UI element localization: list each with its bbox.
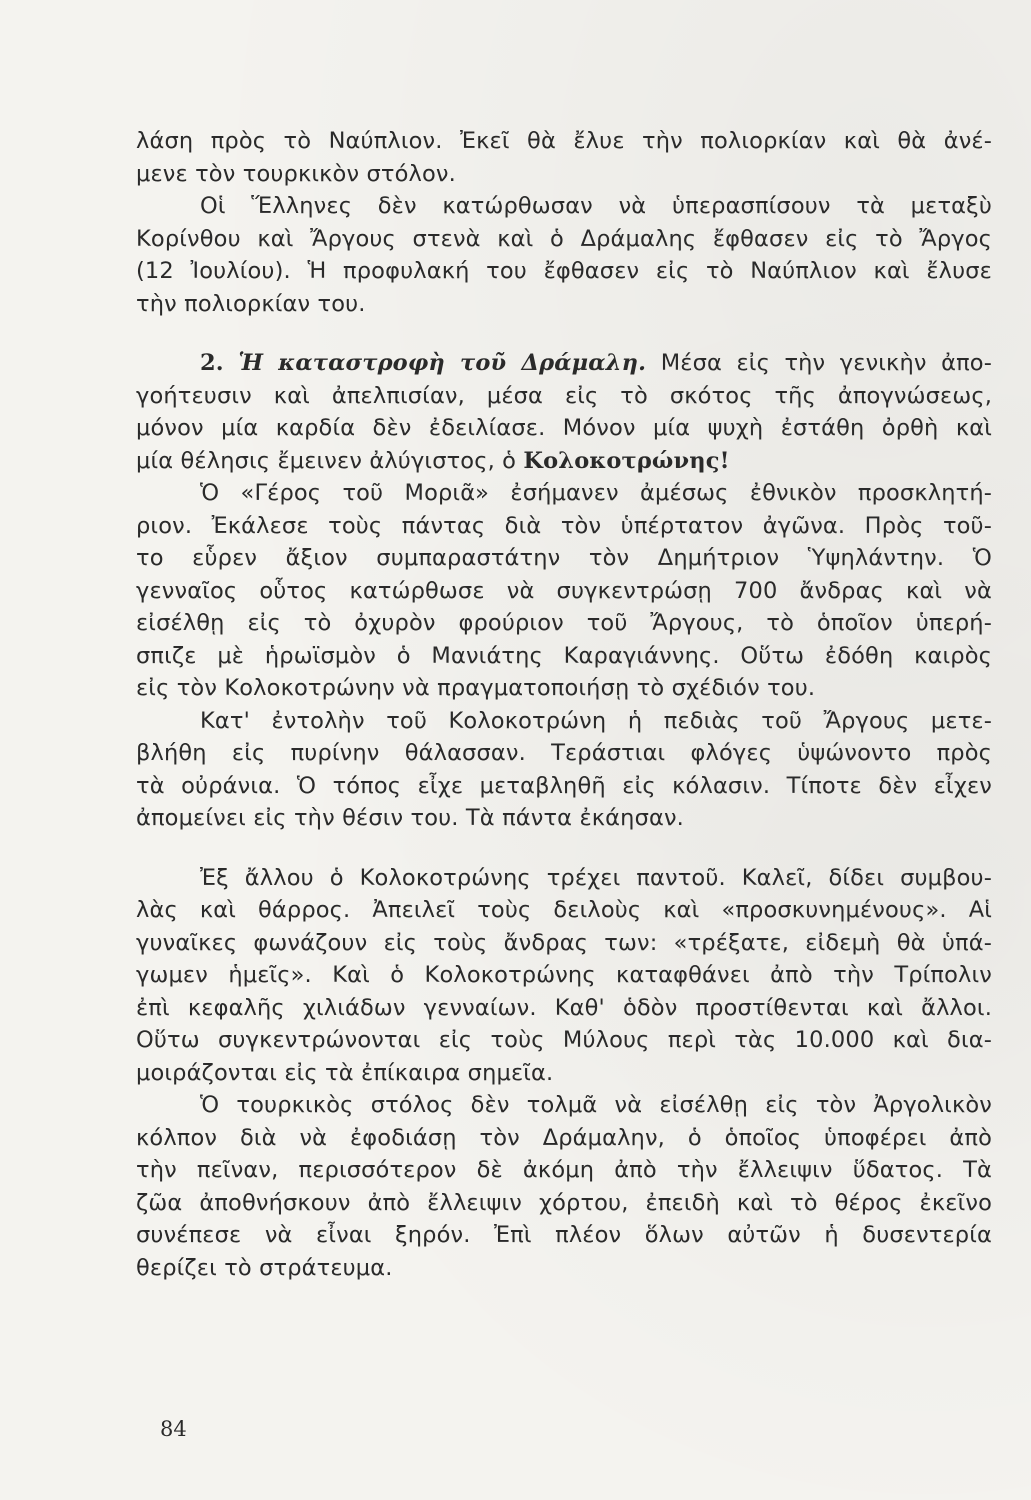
text-line: Κατ' ἐντολὴν τοῦ Κολοκοτρώνη ἡ πεδιὰς τοῦ Ἄργους μετε- bbox=[200, 707, 992, 734]
text-line: βλήθη εἰς πυρίνην θάλασσαν. Τεράστιαι φλόγες ὑψώνοντο πρὸς bbox=[136, 740, 992, 766]
section-gap bbox=[136, 320, 992, 347]
text-line: γυναῖκες φωνάζουν εἰς τοὺς ἄνδρας των: «τρέξατε, εἰδεμὴ θὰ ὑπά- bbox=[136, 929, 992, 956]
text-line: ἐπὶ κεφαλῆς χιλιάδων γενναίων. Καθ' ὁδὸν προστίθενται καὶ ἄλλοι. bbox=[136, 994, 992, 1021]
text-line: σπιζε μὲ ἡρωϊσμὸν ὁ Μανιάτης Καραγιάννης. Οὕτω ἐδόθη καιρὸς bbox=[136, 642, 992, 669]
text-line: λὰς καὶ θάρρος. Ἀπειλεῖ τοὺς δειλοὺς καὶ «προσκυνημένους». Αἱ bbox=[136, 897, 992, 923]
text-line: ἀπομείνει εἰς τὴν θέσιν του. Τὰ πάντα ἐκάησαν. bbox=[136, 805, 684, 831]
section-number: 2. bbox=[200, 350, 224, 376]
text-line: μοιράζονται εἰς τὰ ἐπίκαιρα σημεῖα. bbox=[136, 1059, 554, 1086]
paragraph-1 bbox=[136, 190, 992, 320]
text-line: (12 Ἰουλίου). Ἡ προφυλακή του ἔφθασεν εἰς τὸ Ναύπλιον καὶ ἔλυσε bbox=[136, 258, 992, 284]
paragraph-0 bbox=[136, 125, 992, 190]
text-line: λάση πρὸς τὸ Ναύπλιον. Ἐκεῖ θὰ ἔλυε τὴν πολιορκίαν καὶ θὰ ἀνέ- bbox=[136, 128, 992, 154]
text-line: Ἐξ ἄλλου ὁ Κολοκοτρώνης τρέχει παντοῦ. Καλεῖ, δίδει συμβου- bbox=[200, 864, 992, 891]
paragraph-4 bbox=[136, 705, 992, 835]
text-line: εἰς τὸν Κολοκοτρώνην νὰ πραγματοποιήσῃ τὸ σχέδιόν του. bbox=[136, 675, 816, 701]
text-line: εἰσέλθῃ εἰς τὸ ὀχυρὸν φρούριον τοῦ Ἄργους, τὸ ὁποῖον ὑπερή- bbox=[136, 610, 992, 636]
text-line: τὴν πεῖναν, περισσότερον δὲ ἀκόμη ἀπὸ τὴν ἔλλειψιν ὕδατος. Τὰ bbox=[136, 1157, 992, 1183]
text-line: θερίζει τὸ στράτευμα. bbox=[136, 1254, 393, 1281]
text-line: Ὁ «Γέρος τοῦ Μοριᾶ» ἐσήμανεν ἀμέσως ἐθνικὸν προσκλητή- bbox=[200, 480, 992, 506]
paragraph-3 bbox=[136, 477, 992, 705]
page-text bbox=[136, 125, 992, 1284]
text-line: Ὁ τουρκικὸς στόλος δὲν τολμᾶ νὰ εἰσέλθῃ εἰς τὸν Ἀργολικὸν bbox=[200, 1092, 992, 1118]
page-number: 84 bbox=[160, 1417, 187, 1441]
text-line: Κορίνθου καὶ Ἄργους στενὰ καὶ ὁ Δράμαλης ἔφθασεν εἰς τὸ Ἄργος bbox=[136, 225, 992, 252]
text-line: τὰ οὐράνια. Ὁ τόπος εἶχε μεταβληθῆ εἰς κόλασιν. Τίποτε δὲν εἶχεν bbox=[136, 772, 992, 799]
closing-prefix: μία θέλησις ἔμεινεν ἀλύγιστος, ὁ bbox=[136, 447, 517, 474]
text-line: ριον. Ἐκάλεσε τοὺς πάντας διὰ τὸν ὑπέρτατον ἀγῶνα. Πρὸς τοῦ- bbox=[136, 512, 992, 539]
text-line: μενε τὸν τουρκικὸν στόλον. bbox=[136, 160, 456, 187]
closing-line bbox=[136, 445, 992, 478]
paragraph-2 bbox=[136, 347, 992, 477]
text-line: το εὗρεν ἄξιον συμπαραστάτην τὸν Δημήτριον Ὑψηλάντην. Ὁ bbox=[136, 545, 992, 571]
paragraph-6 bbox=[136, 1089, 992, 1284]
text-line: κόλπον διὰ νὰ ἐφοδιάσῃ τὸν Δράμαλην, ὁ ὁποῖος ὑποφέρει ἀπὸ bbox=[136, 1124, 992, 1151]
section-gap bbox=[136, 835, 992, 862]
heading-line-rest: Μέσα εἰς τὴν γενικὴν ἀπο- bbox=[660, 350, 992, 376]
text-line: γωμεν ἡμεῖς». Καὶ ὁ Κολοκοτρώνης καταφθάνει ἀπὸ τὴν Τρίπολιν bbox=[136, 962, 992, 988]
text-line: Οἱ Ἕλληνες δὲν κατώρθωσαν νὰ ὑπερασπίσουν τὰ μεταξὺ bbox=[200, 193, 992, 219]
text-line: ζῶα ἀποθνήσκουν ἀπὸ ἔλλειψιν χόρτου, ἐπειδὴ καὶ τὸ θέρος ἐκεῖνο bbox=[136, 1189, 992, 1216]
text-line: τὴν πολιορκίαν του. bbox=[136, 290, 366, 317]
text-line: μόνον μία καρδία δὲν ἐδειλίασε. Μόνον μία ψυχὴ ἐστάθη ὀρθὴ καὶ bbox=[136, 415, 992, 441]
text-line: συνέπεσε νὰ εἶναι ξηρόν. Ἐπὶ πλέον ὅλων αὐτῶν ἡ δυσεντερία bbox=[136, 1222, 992, 1248]
text-line: γενναῖος οὗτος κατώρθωσε νὰ συγκεντρώσῃ 700 ἄνδρας καὶ νὰ bbox=[136, 577, 992, 604]
text-line: γοήτευσιν καὶ ἀπελπισίαν, μέσα εἰς τὸ σκότος τῆς ἀπογνώσεως, bbox=[136, 382, 992, 409]
text-line: Οὕτω συγκεντρώνονται εἰς τοὺς Μύλους περὶ τὰς 10.000 καὶ δια- bbox=[136, 1027, 992, 1053]
section-heading-line bbox=[136, 347, 992, 380]
paragraph-5 bbox=[136, 862, 992, 1090]
section-title: Ἡ καταστροφὴ τοῦ Δράμαλη. bbox=[238, 350, 647, 376]
bold-name: Κολοκοτρώνης! bbox=[523, 447, 730, 474]
